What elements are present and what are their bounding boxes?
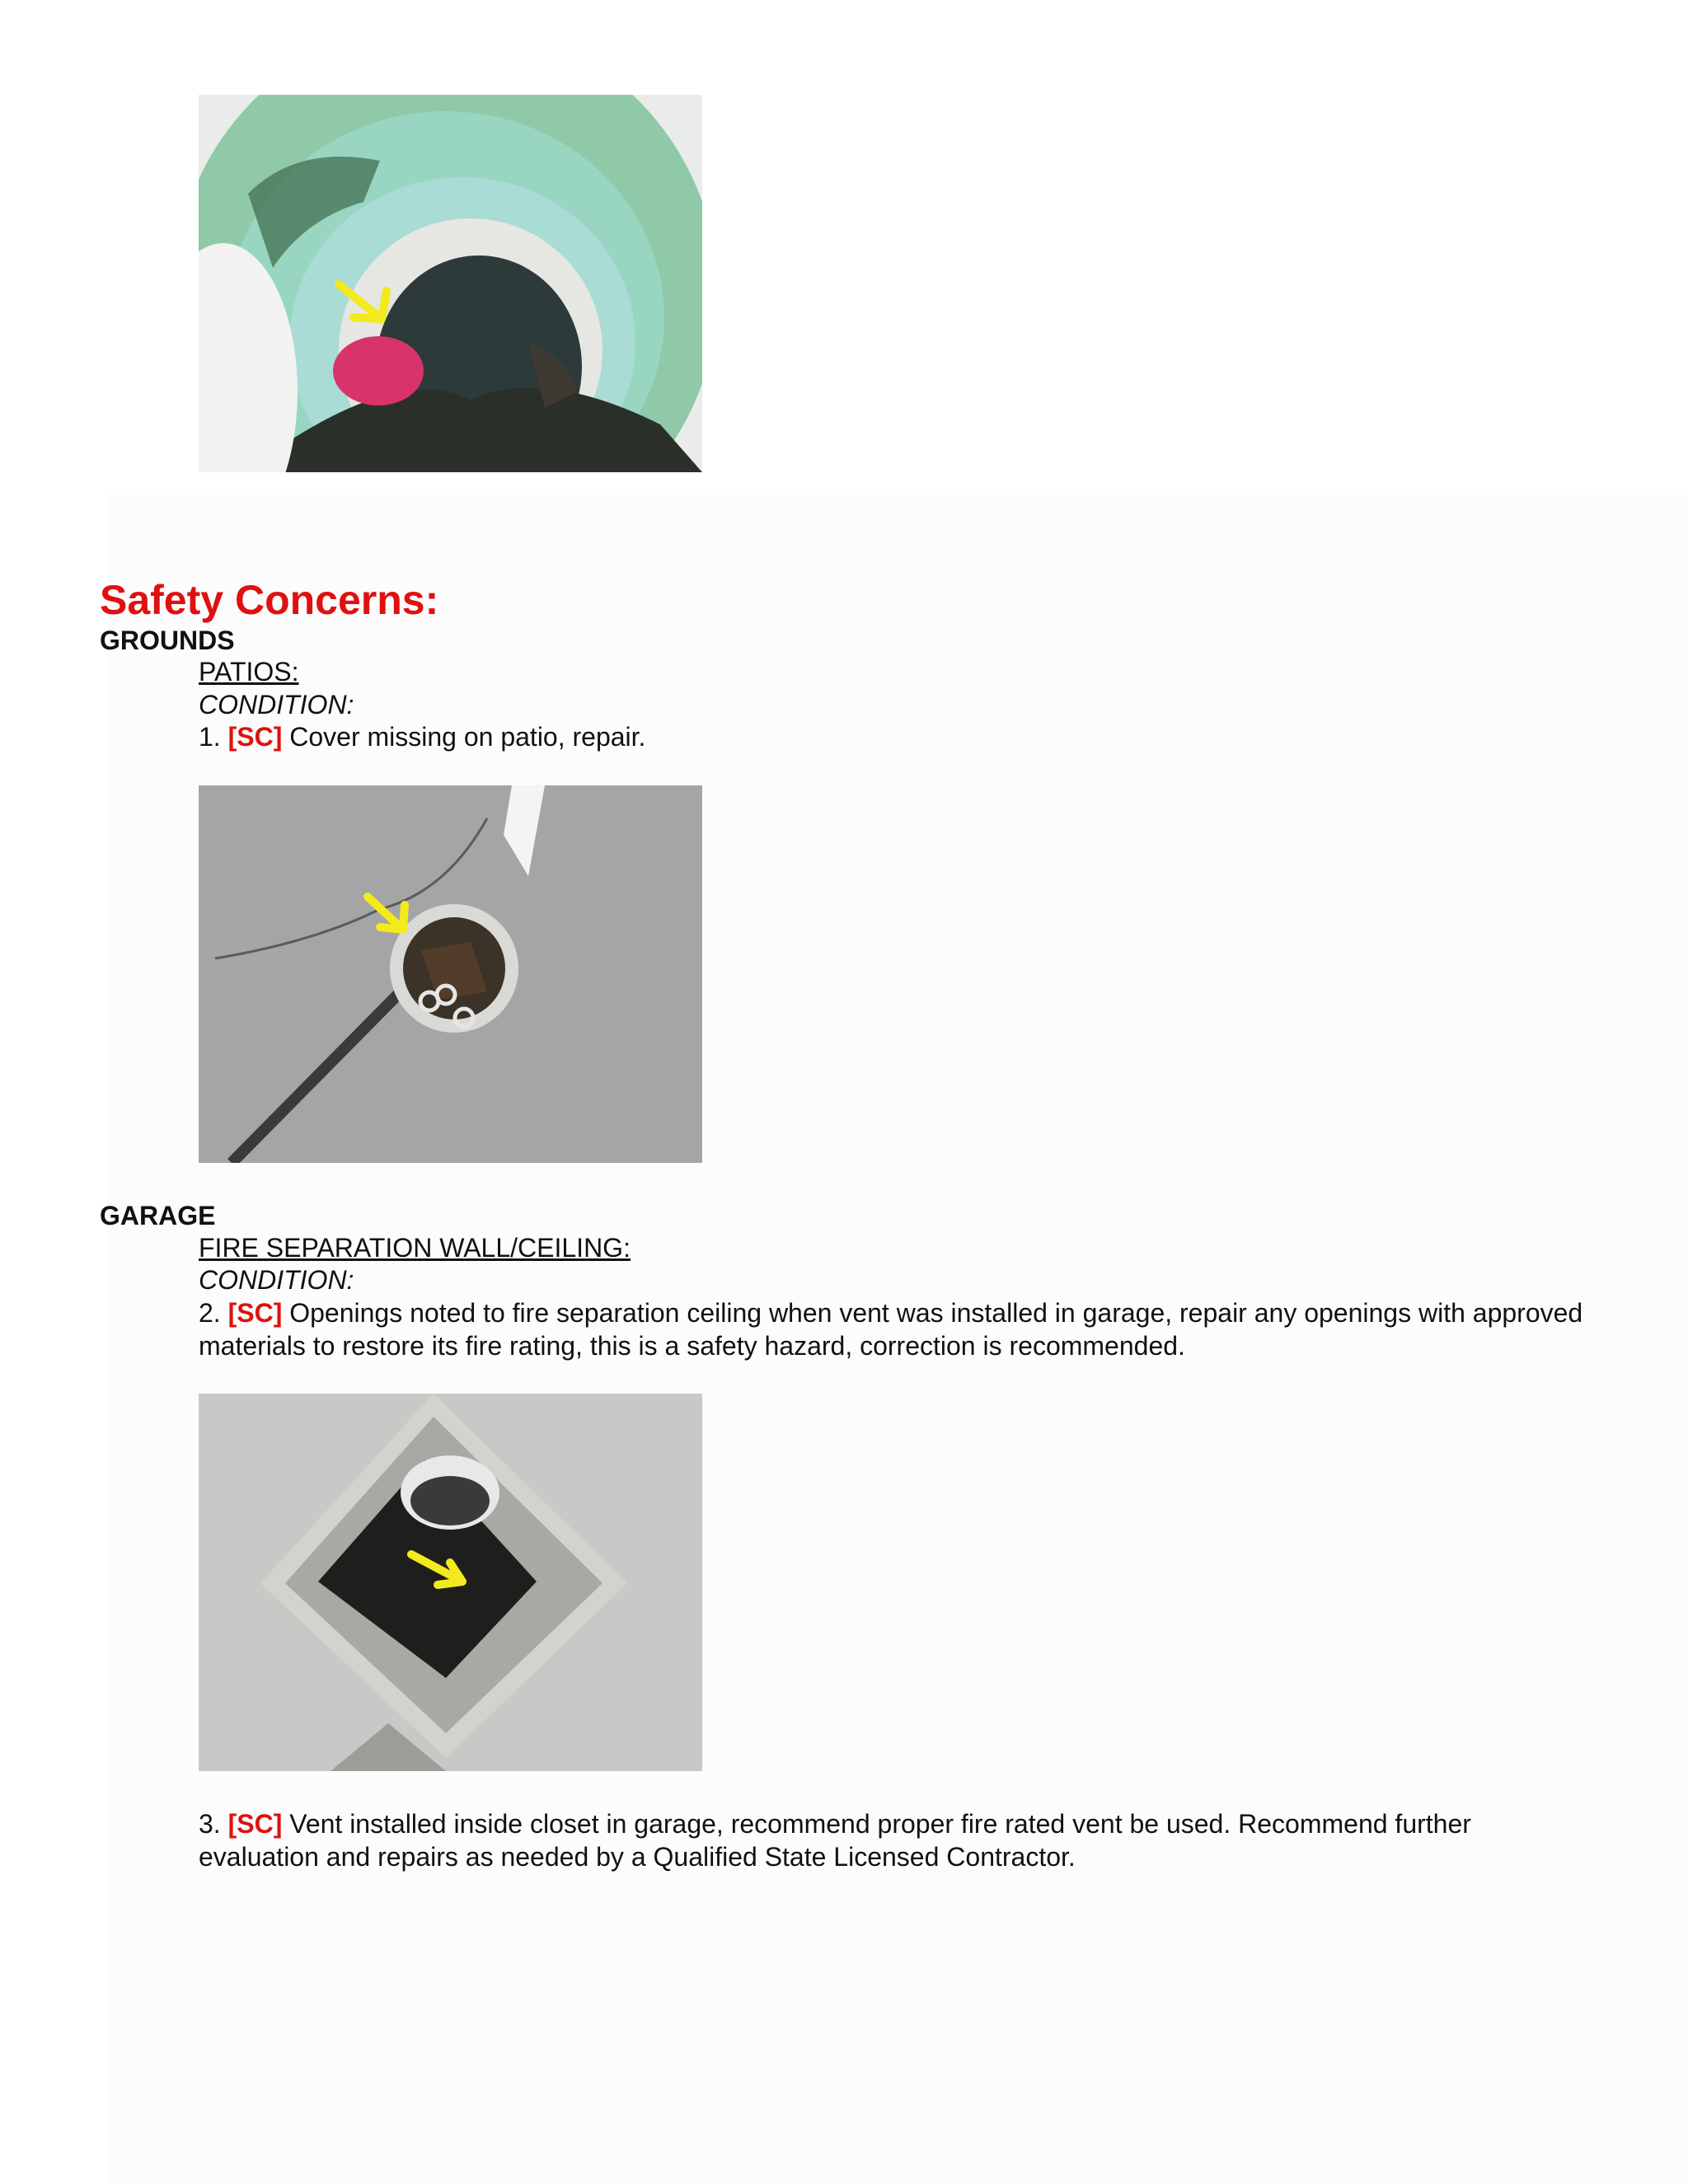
- ceiling-vent-photo: [199, 1394, 702, 1771]
- sc-tag: [SC]: [227, 722, 283, 752]
- item-text: Cover missing on patio, repair.: [289, 722, 646, 752]
- item-2: [199, 1296, 1583, 1362]
- patio-cover-missing-photo: [199, 785, 702, 1163]
- condition-label: CONDITION:: [199, 1265, 354, 1295]
- item-text: Vent installed inside closet in garage, recommend proper fire rated vent be used. Recommend further evaluation and repairs as needed by a Qualified State Licensed Contractor.: [199, 1809, 1471, 1872]
- subcategory-fire-separation: FIRE SEPARATION WALL/CEILING:: [199, 1233, 631, 1263]
- drain-interior-photo: [199, 95, 702, 472]
- sc-tag: [SC]: [227, 1809, 283, 1839]
- item-text: Openings noted to fire separation ceiling when vent was installed in garage, repair any openings with approved materials to restore its fire rating, this is a safety hazard, correction is recommended.: [199, 1298, 1583, 1361]
- item-number: 1.: [199, 722, 221, 752]
- item-number: 3.: [199, 1809, 221, 1839]
- category-garage: GARAGE: [100, 1201, 216, 1230]
- item-3: [199, 1807, 1583, 1873]
- condition-label: CONDITION:: [199, 690, 354, 719]
- category-grounds: GROUNDS: [100, 626, 235, 655]
- item-1: [199, 720, 645, 753]
- sc-tag: [SC]: [227, 1298, 283, 1328]
- section-title: Safety Concerns:: [100, 577, 439, 623]
- item-number: 2.: [199, 1298, 221, 1328]
- subcategory-patios: PATIOS:: [199, 657, 299, 687]
